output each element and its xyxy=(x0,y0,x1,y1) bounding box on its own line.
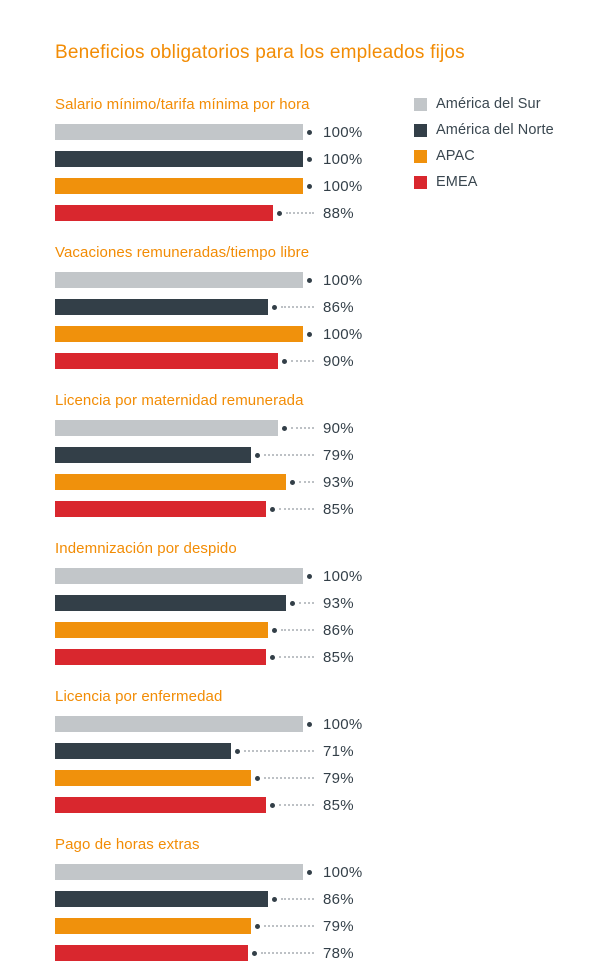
legend-swatch xyxy=(414,150,427,163)
bar-track xyxy=(55,891,323,907)
bar-row-america-del-sur xyxy=(55,716,385,732)
legend-label: América del Norte xyxy=(436,122,554,138)
bar-track xyxy=(55,501,323,517)
bar-row-emea xyxy=(55,797,385,813)
page-title: Beneficios obligatorios para los empleados fijos xyxy=(55,42,465,63)
bar-value-label: 79% xyxy=(323,769,354,787)
leader-line xyxy=(244,750,314,752)
leader-line xyxy=(291,360,314,362)
bar-track xyxy=(55,151,323,167)
bar-value-label: 90% xyxy=(323,352,354,370)
bar-value-label: 78% xyxy=(323,944,354,962)
bar-row-emea xyxy=(55,501,385,517)
bar-endpoint-dot xyxy=(307,332,312,337)
bar-value-label: 100% xyxy=(323,567,363,585)
bar-value-label: 86% xyxy=(323,298,354,316)
leader-line xyxy=(279,656,314,658)
bar-track xyxy=(55,770,323,786)
bar-endpoint-dot xyxy=(307,574,312,579)
bar-apac xyxy=(55,770,251,786)
bar-apac xyxy=(55,918,251,934)
legend-swatch xyxy=(414,98,427,111)
bar-apac xyxy=(55,474,286,490)
benefit-group-title: Pago de horas extras xyxy=(55,836,200,853)
bar-america-del-norte xyxy=(55,891,268,907)
benefit-group-title: Vacaciones remuneradas/tiempo libre xyxy=(55,244,310,261)
benefit-group-licencia-por-maternidad-remunerada xyxy=(55,392,385,517)
bar-endpoint-dot xyxy=(307,130,312,135)
bar-endpoint-dot xyxy=(235,749,240,754)
leader-line xyxy=(279,508,314,510)
bar-row-america-del-sur xyxy=(55,124,385,140)
bar-endpoint-dot xyxy=(270,655,275,660)
bar-endpoint-dot xyxy=(282,426,287,431)
bar-track xyxy=(55,178,323,194)
bar-emea xyxy=(55,353,278,369)
bar-value-label: 85% xyxy=(323,500,354,518)
bar-track xyxy=(55,649,323,665)
leader-line xyxy=(299,481,314,483)
bar-emea xyxy=(55,501,266,517)
bar-track xyxy=(55,797,323,813)
benefit-group-indemnizacion-por-despido xyxy=(55,540,385,665)
bar-row-america-del-sur xyxy=(55,272,385,288)
bar-america-del-sur xyxy=(55,272,303,288)
legend-label: APAC xyxy=(436,148,475,164)
leader-line xyxy=(264,454,314,456)
bar-value-label: 71% xyxy=(323,742,354,760)
bar-track xyxy=(55,299,323,315)
bar-track xyxy=(55,205,323,221)
bar-row-apac xyxy=(55,474,385,490)
benefit-group-title: Licencia por maternidad remunerada xyxy=(55,392,304,409)
bar-track xyxy=(55,918,323,934)
leader-line xyxy=(291,427,314,429)
benefit-group-licencia-por-enfermedad xyxy=(55,688,385,813)
bar-row-america-del-sur xyxy=(55,420,385,436)
bar-track xyxy=(55,945,323,961)
bar-row-apac xyxy=(55,178,385,194)
bar-apac xyxy=(55,622,268,638)
bar-america-del-sur xyxy=(55,716,303,732)
bar-row-emea xyxy=(55,353,385,369)
bar-endpoint-dot xyxy=(255,776,260,781)
bar-endpoint-dot xyxy=(277,211,282,216)
bar-endpoint-dot xyxy=(255,453,260,458)
leader-line xyxy=(299,602,314,604)
bar-america-del-norte xyxy=(55,299,268,315)
bar-value-label: 100% xyxy=(323,715,363,733)
bar-endpoint-dot xyxy=(307,870,312,875)
bar-america-del-norte xyxy=(55,151,303,167)
bar-row-america-del-sur xyxy=(55,568,385,584)
bar-value-label: 100% xyxy=(323,863,363,881)
bar-track xyxy=(55,743,323,759)
bar-value-label: 100% xyxy=(323,177,363,195)
bar-track xyxy=(55,864,323,880)
bar-row-emea xyxy=(55,649,385,665)
legend-label: América del Sur xyxy=(436,96,541,112)
bar-emea xyxy=(55,205,273,221)
bar-value-label: 85% xyxy=(323,648,354,666)
legend-label: EMEA xyxy=(436,174,478,190)
bar-america-del-sur xyxy=(55,568,303,584)
bar-value-label: 93% xyxy=(323,594,354,612)
bar-row-emea xyxy=(55,945,385,961)
bar-row-america-del-norte xyxy=(55,891,385,907)
bar-value-label: 100% xyxy=(323,325,363,343)
bar-apac xyxy=(55,326,303,342)
leader-line xyxy=(281,306,314,308)
bar-value-label: 100% xyxy=(323,150,363,168)
bar-track xyxy=(55,326,323,342)
benefit-group-title: Salario mínimo/tarifa mínima por hora xyxy=(55,96,310,113)
bar-endpoint-dot xyxy=(270,507,275,512)
bar-endpoint-dot xyxy=(272,897,277,902)
bar-value-label: 100% xyxy=(323,123,363,141)
benefit-group-salario-minimo-tarifa-minima-por-hora xyxy=(55,96,385,221)
bar-endpoint-dot xyxy=(307,278,312,283)
legend-swatch xyxy=(414,124,427,137)
chart-groups xyxy=(55,96,385,961)
bar-america-del-sur xyxy=(55,420,278,436)
legend-item-america-del-norte xyxy=(414,122,554,138)
leader-line xyxy=(281,898,314,900)
bar-track xyxy=(55,124,323,140)
bar-row-apac xyxy=(55,918,385,934)
bar-track xyxy=(55,272,323,288)
bar-track xyxy=(55,716,323,732)
bar-america-del-norte xyxy=(55,743,231,759)
bar-track xyxy=(55,474,323,490)
bar-value-label: 100% xyxy=(323,271,363,289)
bar-endpoint-dot xyxy=(282,359,287,364)
leader-line xyxy=(281,629,314,631)
bar-endpoint-dot xyxy=(272,628,277,633)
bar-value-label: 85% xyxy=(323,796,354,814)
benefit-group-vacaciones-remuneradas-tiempo-libre xyxy=(55,244,385,369)
chart-legend xyxy=(414,96,554,200)
bar-value-label: 86% xyxy=(323,621,354,639)
bar-endpoint-dot xyxy=(307,157,312,162)
bar-emea xyxy=(55,797,266,813)
bar-track xyxy=(55,353,323,369)
bar-row-apac xyxy=(55,770,385,786)
bar-value-label: 88% xyxy=(323,204,354,222)
bar-track xyxy=(55,595,323,611)
bar-row-america-del-norte xyxy=(55,447,385,463)
leader-line xyxy=(264,777,314,779)
legend-item-apac xyxy=(414,148,554,164)
bar-emea xyxy=(55,945,248,961)
bar-endpoint-dot xyxy=(307,184,312,189)
bar-endpoint-dot xyxy=(290,601,295,606)
legend-item-emea xyxy=(414,174,554,190)
benefit-group-pago-de-horas-extras xyxy=(55,836,385,961)
bar-track xyxy=(55,420,323,436)
bar-value-label: 79% xyxy=(323,917,354,935)
bar-row-america-del-norte xyxy=(55,595,385,611)
bar-track xyxy=(55,622,323,638)
bar-endpoint-dot xyxy=(252,951,257,956)
bar-row-america-del-norte xyxy=(55,743,385,759)
leader-line xyxy=(286,212,314,214)
bar-row-america-del-sur xyxy=(55,864,385,880)
bar-america-del-norte xyxy=(55,447,251,463)
bar-row-emea xyxy=(55,205,385,221)
legend-item-america-del-sur xyxy=(414,96,554,112)
bar-emea xyxy=(55,649,266,665)
bar-value-label: 86% xyxy=(323,890,354,908)
bar-endpoint-dot xyxy=(290,480,295,485)
bar-endpoint-dot xyxy=(255,924,260,929)
bar-value-label: 79% xyxy=(323,446,354,464)
bar-america-del-sur xyxy=(55,864,303,880)
bar-track xyxy=(55,568,323,584)
benefit-group-title: Licencia por enfermedad xyxy=(55,688,223,705)
bar-america-del-norte xyxy=(55,595,286,611)
leader-line xyxy=(279,804,314,806)
bar-america-del-sur xyxy=(55,124,303,140)
bar-endpoint-dot xyxy=(270,803,275,808)
benefit-group-title: Indemnización por despido xyxy=(55,540,237,557)
leader-line xyxy=(264,925,314,927)
bar-row-apac xyxy=(55,622,385,638)
bar-row-america-del-norte xyxy=(55,151,385,167)
leader-line xyxy=(261,952,314,954)
bar-endpoint-dot xyxy=(272,305,277,310)
bar-apac xyxy=(55,178,303,194)
bar-row-apac xyxy=(55,326,385,342)
bar-track xyxy=(55,447,323,463)
bar-endpoint-dot xyxy=(307,722,312,727)
bar-value-label: 90% xyxy=(323,419,354,437)
bar-value-label: 93% xyxy=(323,473,354,491)
legend-swatch xyxy=(414,176,427,189)
bar-row-america-del-norte xyxy=(55,299,385,315)
